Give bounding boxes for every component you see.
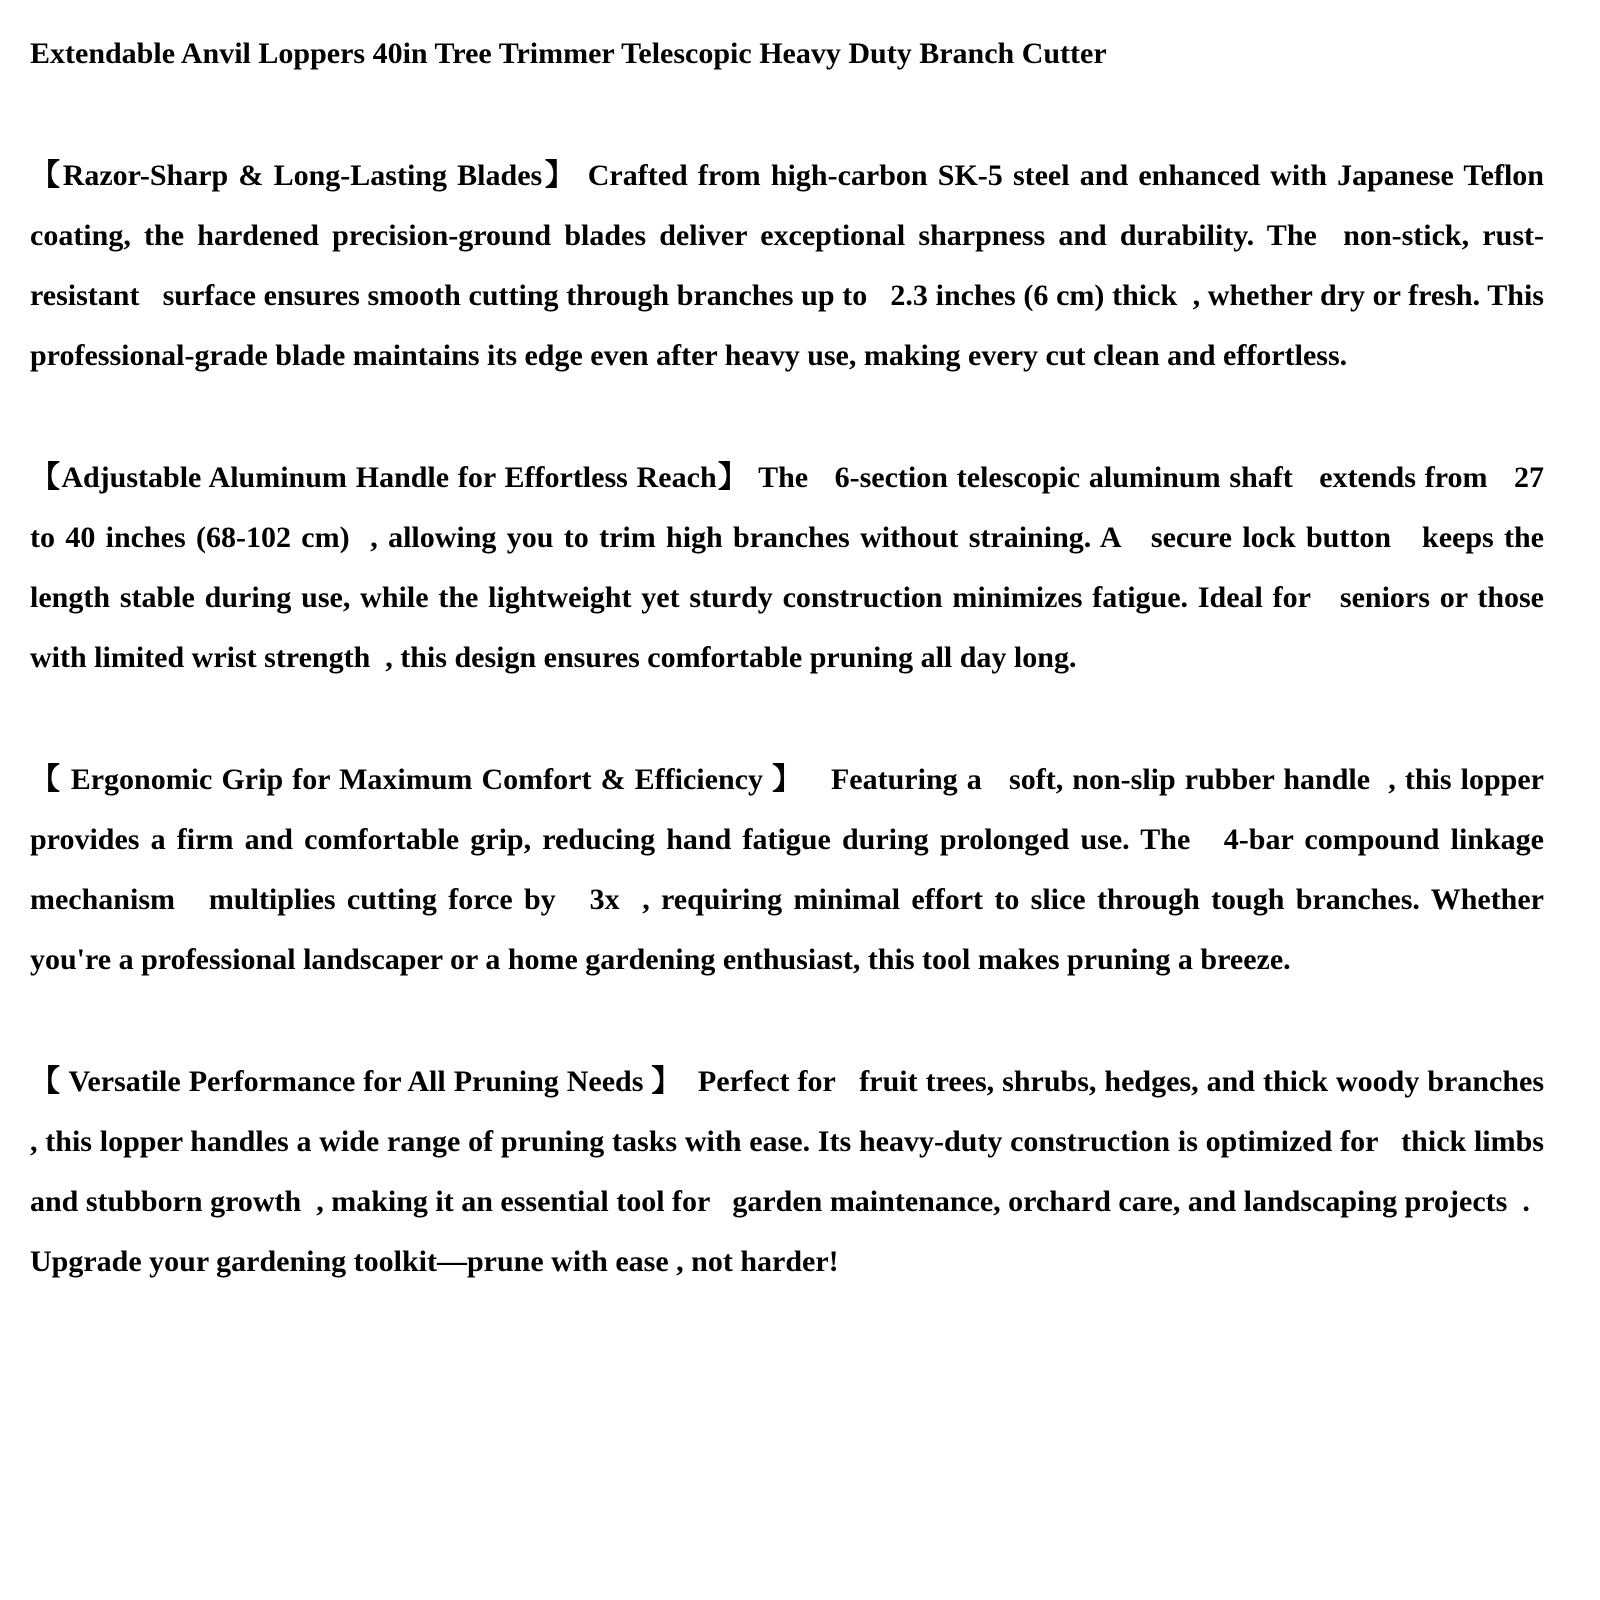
closing-line: Upgrade your gardening toolkit—prune with ease , not harder! (30, 1245, 839, 1278)
paragraph-versatile-performance: 【 Versatile Performance for All Pruning Needs 】 Perfect for fruit trees, shrubs, hedges, and thick woody branches , this lopper handles a wide range of pruning tasks with ease. Its heavy-duty construction is optimized for thick limbs and stubborn growth , making it an essential tool for garden maintenance, orchard care, and landscaping projects . (30, 1065, 1559, 1218)
page-title: Extendable Anvil Loppers 40in Tree Trimmer Telescopic Heavy Duty Branch Cutter (30, 37, 1107, 70)
paragraph-razor-sharp-blades: 【Razor-Sharp & Long-Lasting Blades】 Crafted from high-carbon SK-5 steel and enhanced with Japanese Teflon coating, the hardened precision-ground blades deliver exceptional sharpness and durability. The non-stick, rust-resistant surface ensures smooth cutting through branches up to 2.3 inches (6 cm) thick , whether dry or fresh. This professional-grade blade maintains its edge even after heavy use, making every cut clean and effortless. (30, 159, 1552, 372)
paragraph-ergonomic-grip: 【 Ergonomic Grip for Maximum Comfort & Efficiency 】 Featuring a soft, non-slip rubber handle , this lopper provides a firm and comfortable grip, reducing hand fatigue during prolonged use. The 4-bar compound linkage mechanism multiplies cutting force by 3x , requiring minimal effort to slice through tough branches. Whether you're a professional landscaper or a home gardening enthusiast, this tool makes pruning a breeze. (30, 763, 1552, 976)
paragraph-adjustable-handle: 【Adjustable Aluminum Handle for Effortless Reach】 The 6-section telescopic aluminum shaft extends from 27 to 40 inches (68-102 cm) , allowing you to trim high branches without straining. A secure lock button keeps the length stable during use, while the lightweight yet sturdy construction minimizes fatigue. Ideal for seniors or those with limited wrist strength , this design ensures comfortable pruning all day long. (30, 461, 1552, 674)
